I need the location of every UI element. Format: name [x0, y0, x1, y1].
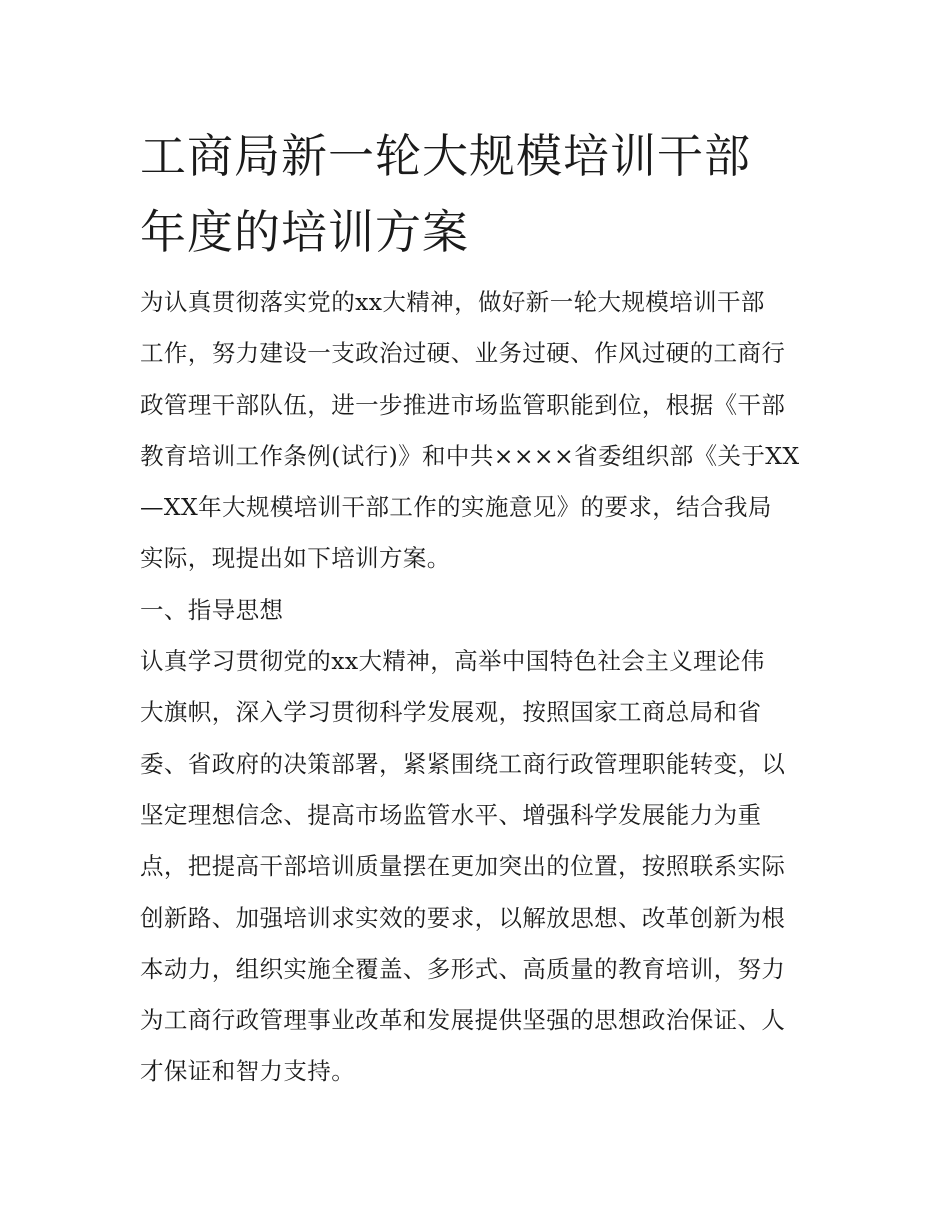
section1-line-7: 本动力，组织实施全覆盖、多形式、高质量的教育培训，努力: [140, 954, 786, 983]
section1-line-1: 认真学习贯彻党的xx大精神，高举中国特色社会主义理论伟: [140, 647, 765, 676]
title-line-2: 年度的培训方案: [140, 205, 469, 259]
title-line-1: 工商局新一轮大规模培训干部: [140, 129, 751, 183]
intro-paragraph: [140, 280, 820, 588]
intro-line-3: 政管理干部队伍，进一步推进市场监管职能到位，根据《干部: [140, 390, 786, 419]
intro-line-6: 实际，现提出如下培训方案。: [140, 544, 451, 573]
section1-line-9: 才保证和智力支持。: [140, 1057, 356, 1086]
section1-line-8: 为工商行政管理事业改革和发展提供坚强的思想政治保证、人: [140, 1006, 786, 1035]
section1-line-2: 大旗帜，深入学习贯彻科学发展观，按照国家工商总局和省: [140, 698, 762, 727]
section-heading-guiding-ideology: 一、指导思想: [140, 595, 284, 624]
section1-line-6: 创新路、加强培训求实效的要求，以解放思想、改革创新为根: [140, 903, 786, 932]
section1-line-4: 坚定理想信念、提高市场监管水平、增强科学发展能力为重: [140, 800, 762, 829]
intro-line-5: —XX年大规模培训干部工作的实施意见》的要求，结合我局: [140, 493, 772, 522]
document-body: [140, 280, 820, 1101]
intro-line-4: 教育培训工作条例(试行)》和中共××××省委组织部《关于XX: [140, 441, 800, 470]
section1-line-3: 委、省政府的决策部署，紧紧围绕工商行政管理职能转变，以: [140, 749, 786, 778]
intro-line-1: 为认真贯彻落实党的xx大精神，做好新一轮大规模培训干部: [140, 288, 765, 316]
intro-line-2: 工作，努力建设一支政治过硬、业务过硬、作风过硬的工商行: [140, 339, 786, 368]
section1-line-5: 点，把提高干部培训质量摆在更加突出的位置，按照联系实际: [140, 852, 786, 881]
document-title: [140, 118, 820, 270]
guiding-ideology-paragraph: [140, 639, 820, 1101]
